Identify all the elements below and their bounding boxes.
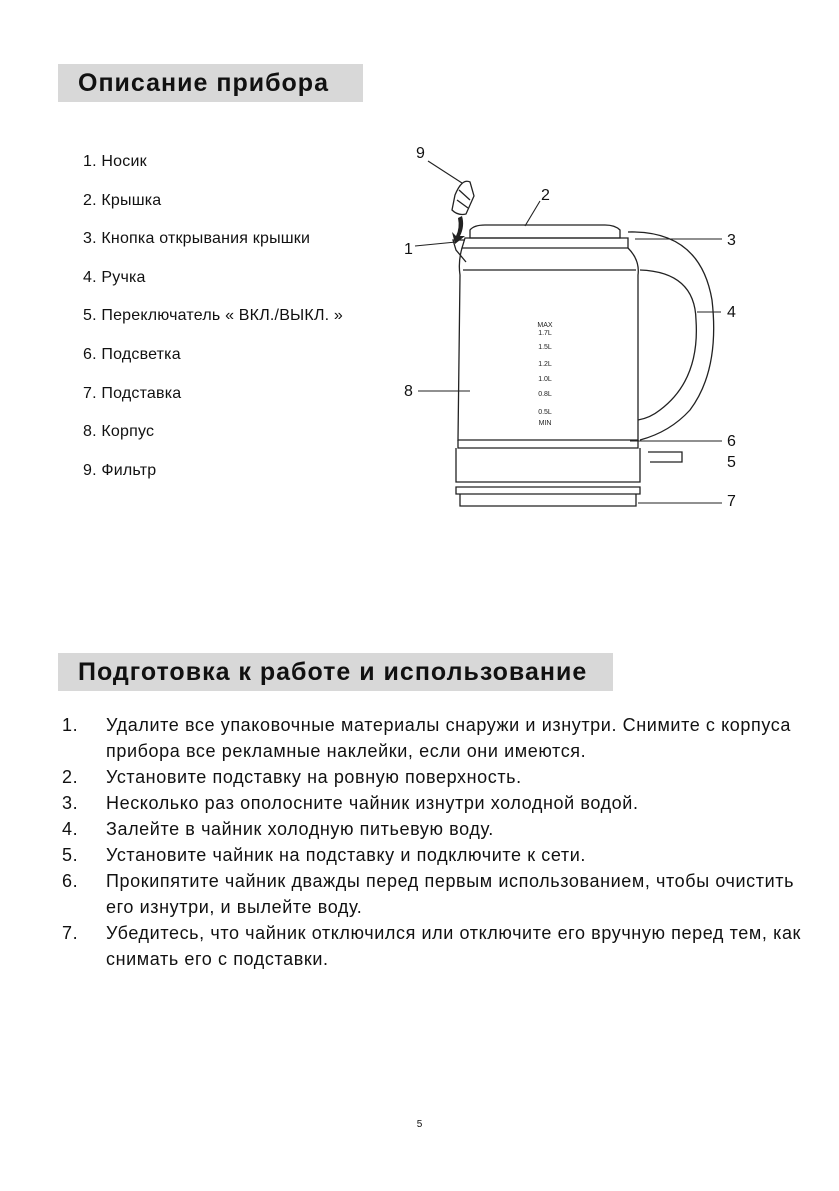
steps-list [62, 712, 802, 972]
kettle-base-band [456, 448, 640, 482]
step-item [62, 764, 802, 790]
kettle-power-base-bottom [460, 494, 636, 506]
step-number: 6. [62, 871, 79, 891]
kettle-diagram [395, 135, 755, 525]
scale-label: 0.8L [538, 391, 552, 398]
step-number: 2. [62, 767, 79, 787]
callout-8: 8 [404, 383, 413, 400]
step-item [62, 868, 802, 920]
step-number: 7. [62, 923, 79, 943]
kettle-power-base [456, 487, 640, 494]
kettle-rim [462, 238, 628, 248]
scale-label: MIN [538, 420, 552, 427]
scale-label: 1.0L [538, 376, 552, 383]
part-item: 8. Корпус [83, 423, 155, 441]
kettle-lid [470, 225, 620, 238]
callout-9: 9 [416, 145, 425, 162]
step-number: 4. [62, 819, 79, 839]
callout-6: 6 [727, 433, 736, 450]
step-item [62, 816, 802, 842]
step-item [62, 712, 802, 764]
part-item: 4. Ручка [83, 268, 146, 286]
part-item: 1. Носик [83, 153, 147, 170]
step-text: Удалите все упаковочные материалы снаружи и изнутри. Снимите с корпуса прибора все рекламные наклейки, если они имеются. [106, 715, 791, 761]
callout-4: 4 [727, 304, 736, 321]
scale-label: 1.5L [538, 344, 552, 351]
step-text: Установите чайник на подставку и подключите к сети. [106, 845, 587, 865]
step-number: 5. [62, 845, 79, 865]
kettle-handle [628, 232, 714, 440]
section-heading-preparation: Подготовка к работе и использование [58, 653, 613, 691]
part-item: 7. Подставка [83, 384, 182, 402]
part-item: 6. Подсветка [83, 345, 181, 363]
section-heading-device-description: Описание прибора [58, 64, 363, 102]
step-item [62, 842, 802, 868]
step-number: 1. [62, 715, 79, 735]
callout-7: 7 [727, 493, 736, 510]
step-number: 3. [62, 793, 79, 813]
kettle-light-strip [458, 440, 638, 448]
step-text: Залейте в чайник холодную питьевую воду. [106, 819, 494, 839]
step-text: Прокипятите чайник дважды перед первым использованием, чтобы очистить его изнутри, и вылейте воду. [106, 871, 795, 917]
part-item: 9. Фильтр [83, 461, 157, 479]
step-item [62, 790, 802, 816]
step-text: Установите подставку на ровную поверхность. [106, 767, 522, 787]
scale-label: 1.7L [538, 330, 552, 337]
scale-label: 1.2L [538, 361, 552, 368]
parts-list [83, 150, 343, 497]
kettle-switch [648, 452, 682, 462]
callout-1: 1 [404, 241, 413, 258]
step-text: Убедитесь, что чайник отключился или отключите его вручную перед тем, как снимать его с подставки. [106, 923, 802, 969]
part-item: 5. Переключатель « ВКЛ./ВЫКЛ. » [83, 307, 344, 325]
page-number: 5 [416, 1119, 423, 1130]
callout-5: 5 [727, 454, 736, 471]
kettle-filter [452, 181, 474, 214]
callout-3: 3 [727, 232, 736, 249]
part-item: 2. Крышка [83, 191, 162, 209]
callout-2: 2 [541, 187, 550, 204]
step-item [62, 920, 802, 972]
scale-label: 0.5L [538, 409, 552, 416]
step-text: Несколько раз ополосните чайник изнутри холодной водой. [106, 793, 639, 813]
kettle-handle-inner [638, 270, 696, 420]
part-item: 3. Кнопка открывания крышки [83, 230, 311, 248]
scale-label: MAX [537, 322, 553, 329]
